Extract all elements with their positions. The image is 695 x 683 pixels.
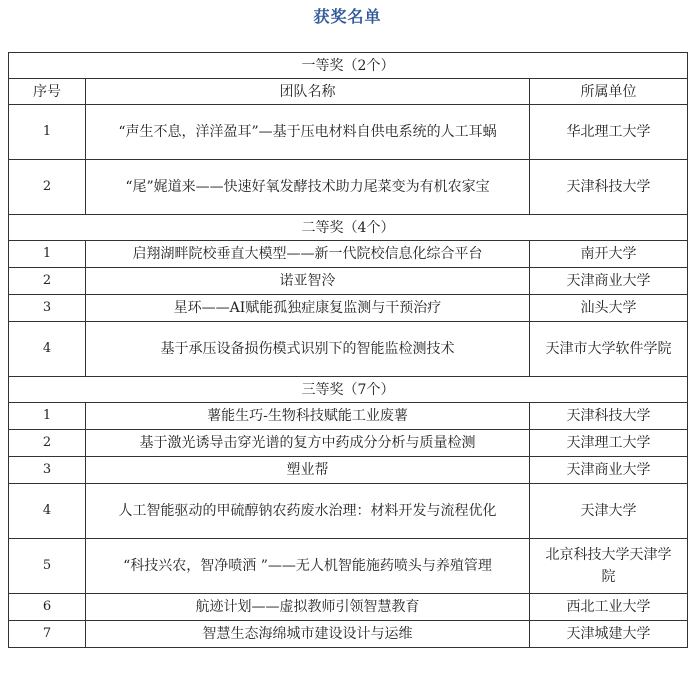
award-table (8, 52, 688, 648)
table-row (9, 621, 688, 648)
team-name: 基于激光诱导击穿光谱的复方中药成分分析与质量检测 (86, 430, 530, 457)
team-name: 基于承压设备损伤模式识别下的智能监检测技术 (86, 322, 530, 377)
team-name: 航迹计划——虚拟教师引领智慧教育 (86, 594, 530, 621)
row-index: 3 (9, 295, 86, 322)
team-name: 诺亚智泠 (86, 268, 530, 295)
affiliation: 汕头大学 (530, 295, 688, 322)
section-label: 三等奖（7个） (9, 377, 688, 403)
header-index: 序号 (9, 79, 86, 105)
team-name: 启翔湖畔院校垂直大模型——新一代院校信息化综合平台 (86, 241, 530, 268)
row-index: 4 (9, 484, 86, 539)
team-name: “尾”娓道来——快速好氧发酵技术助力尾菜变为有机农家宝 (86, 160, 530, 215)
column-header-row (9, 79, 688, 105)
table-row (9, 539, 688, 594)
table-row (9, 105, 688, 160)
affiliation: 天津商业大学 (530, 268, 688, 295)
affiliation: 南开大学 (530, 241, 688, 268)
page-title: 获奖名单 (313, 7, 382, 26)
affiliation: 西北工业大学 (530, 594, 688, 621)
table-row (9, 295, 688, 322)
section-header-row (9, 215, 688, 241)
row-index: 2 (9, 430, 86, 457)
table-row (9, 484, 688, 539)
team-name: 塑业帮 (86, 457, 530, 484)
team-name: 薯能生巧-生物科技赋能工业废薯 (86, 403, 530, 430)
team-name: 人工智能驱动的甲硫醇钠农药废水治理：材料开发与流程优化 (86, 484, 530, 539)
table-row (9, 160, 688, 215)
affiliation: 天津理工大学 (530, 430, 688, 457)
affiliation: 天津科技大学 (530, 160, 688, 215)
section-header-row (9, 53, 688, 79)
row-index: 3 (9, 457, 86, 484)
affiliation: 天津商业大学 (530, 457, 688, 484)
team-name: “声生不息，洋洋盈耳”—基于压电材料自供电系统的人工耳蜗 (86, 105, 530, 160)
table-row (9, 403, 688, 430)
section-header-row (9, 377, 688, 403)
section-label: 一等奖（2个） (9, 53, 688, 79)
row-index: 2 (9, 160, 86, 215)
section-label: 二等奖（4个） (9, 215, 688, 241)
row-index: 1 (9, 105, 86, 160)
table-row (9, 268, 688, 295)
row-index: 5 (9, 539, 86, 594)
team-name: 智慧生态海绵城市建设设计与运维 (86, 621, 530, 648)
affiliation: 北京科技大学天津学院 (530, 539, 688, 594)
row-index: 7 (9, 621, 86, 648)
row-index: 1 (9, 403, 86, 430)
table-row (9, 430, 688, 457)
row-index: 6 (9, 594, 86, 621)
affiliation: 天津大学 (530, 484, 688, 539)
header-team: 团队名称 (86, 79, 530, 105)
affiliation: 天津城建大学 (530, 621, 688, 648)
team-name: “科技兴农，智净喷洒 ”——无人机智能施药喷头与养殖管理 (86, 539, 530, 594)
row-index: 4 (9, 322, 86, 377)
affiliation: 天津科技大学 (530, 403, 688, 430)
table-row (9, 241, 688, 268)
table-row (9, 457, 688, 484)
row-index: 2 (9, 268, 86, 295)
table-row (9, 322, 688, 377)
team-name: 星环——AI赋能孤独症康复监测与干预治疗 (86, 295, 530, 322)
table-row (9, 594, 688, 621)
header-unit: 所属单位 (530, 79, 688, 105)
row-index: 1 (9, 241, 86, 268)
affiliation: 天津市大学软件学院 (530, 322, 688, 377)
affiliation: 华北理工大学 (530, 105, 688, 160)
